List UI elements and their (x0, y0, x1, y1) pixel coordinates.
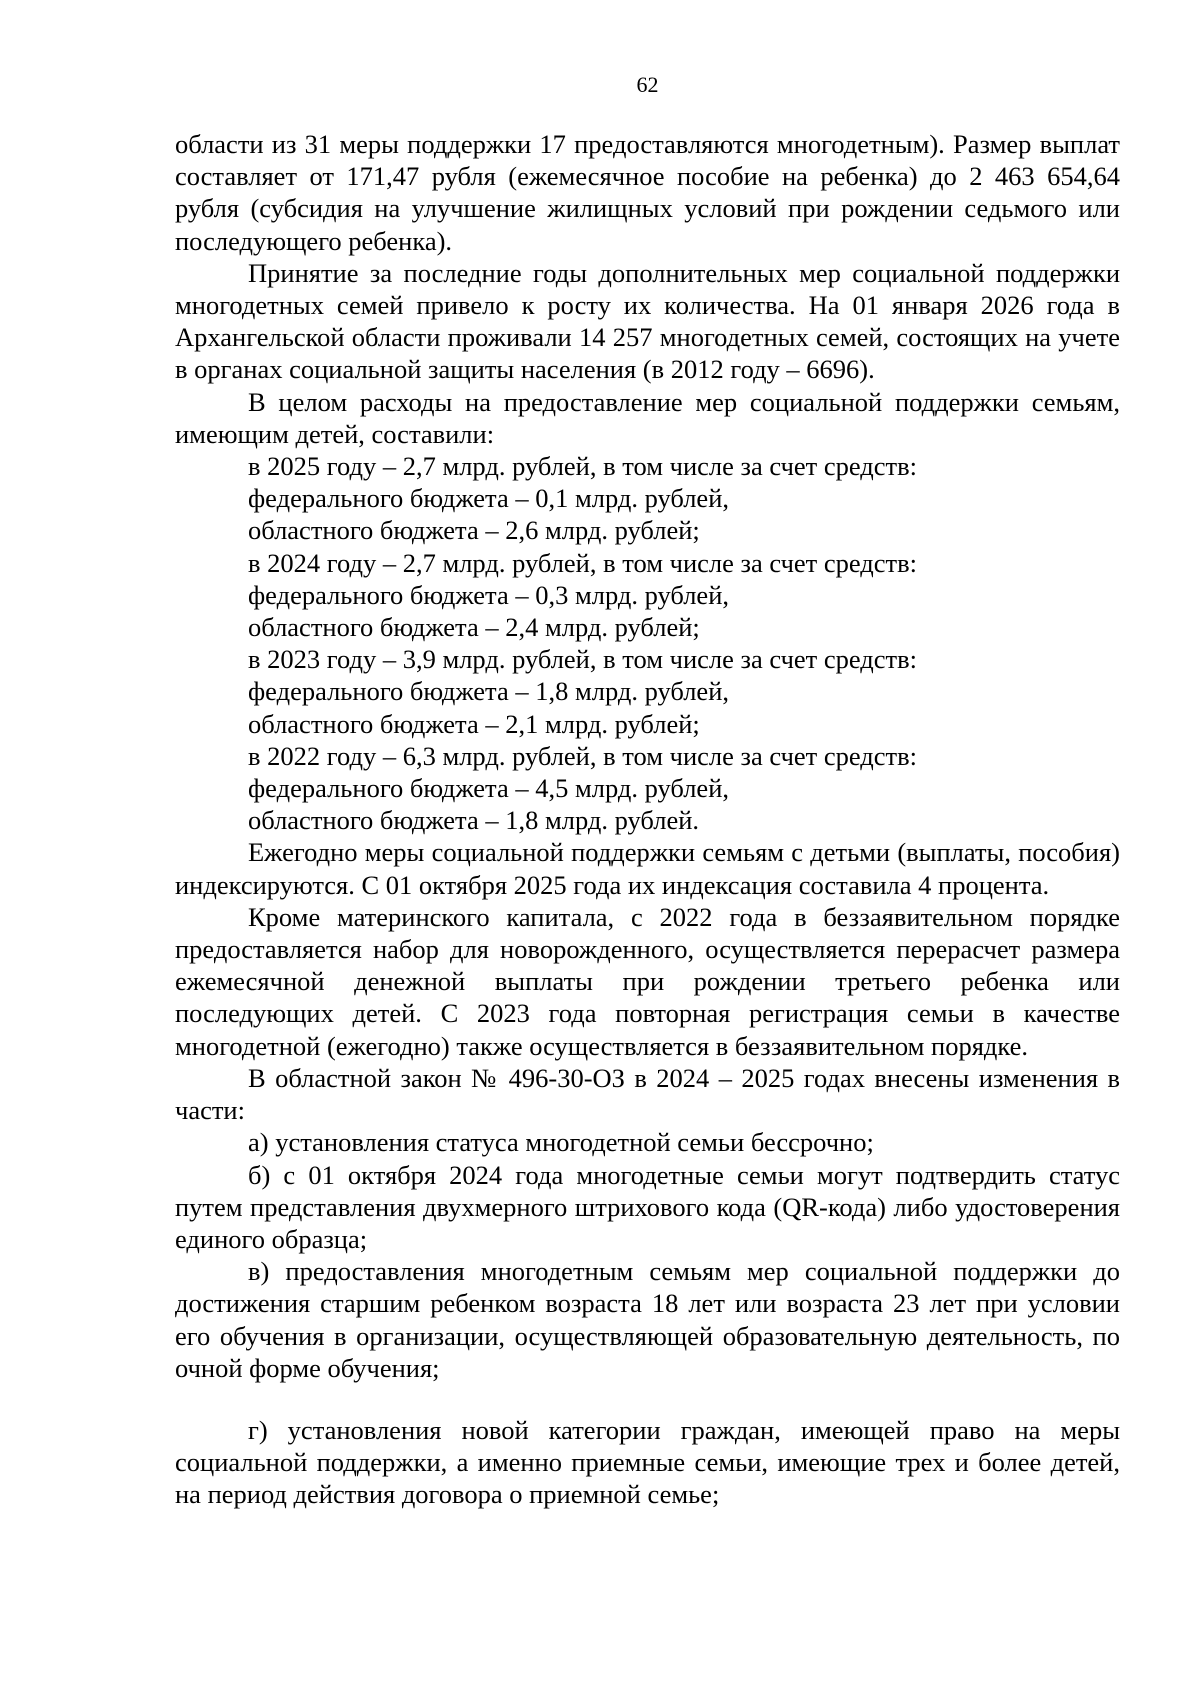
expenses-line: областного бюджета – 2,4 млрд. рублей; (248, 612, 700, 643)
expenses-line: областного бюджета – 1,8 млрд. рублей. (248, 805, 700, 836)
paragraph-large-families-growth: Принятие за последние годы дополнительных мер социальной поддержки многодетных семей привело к росту их количества. На 01 января 2026 года в Архангельской области проживали 14 257 многодетных семей, состоящих на учете в органах социальной защиты населения (в 2012 году – 6696). (175, 257, 1120, 385)
document-page (175, 0, 1120, 1697)
page-number: 62 (636, 72, 659, 97)
expenses-line: в 2024 году – 2,7 млрд. рублей, в том числе за счет средств: (248, 547, 918, 578)
expenses-line: в 2025 году – 2,7 млрд. рублей, в том числе за счет средств: (248, 451, 918, 482)
paragraph-maternity-capital: Кроме материнского капитала, с 2022 года в беззаявительном порядке предоставляется набор для новорожденного, осуществляется перерасчет размера ежемесячной денежной выплаты при рождении третьего ребенка или последующих детей. С 2023 года повторная регистрация семьи в качестве многодетной (ежегодно) также осуществляется в беззаявительном порядке. (175, 901, 1120, 1061)
expenses-line: областного бюджета – 2,6 млрд. рублей; (248, 515, 700, 546)
paragraph-law-changes: В областной закон № 496-30-ОЗ в 2024 – 2025 годах внесены изменения в части: (175, 1062, 1120, 1126)
list-item-g: г) установления новой категории граждан, имеющей право на меры социальной поддержки, а именно приемные семьи, имеющие трех и более детей, на период действия договора о приемной семье; (175, 1414, 1120, 1510)
expenses-line: федерального бюджета – 1,8 млрд. рублей, (248, 676, 729, 707)
expenses-line: федерального бюджета – 0,1 млрд. рублей, (248, 483, 729, 514)
expenses-line: в 2023 году – 3,9 млрд. рублей, в том числе за счет средств: (248, 644, 918, 675)
list-item-b: б) с 01 октября 2024 года многодетные семьи могут подтвердить статус путем представления двухмерного штрихового кода (QR-кода) либо удостоверения единого образца; (175, 1159, 1120, 1254)
expenses-line: федерального бюджета – 0,3 млрд. рублей, (248, 579, 729, 610)
expenses-list (175, 450, 1120, 836)
blank-gap (175, 1384, 1120, 1414)
expenses-line: федерального бюджета – 4,5 млрд. рублей, (248, 773, 729, 804)
paragraph-continuation: области из 31 меры поддержки 17 предоставляются многодетным). Размер выплат составляет от 171,47 рубля (ежемесячное пособие на ребенка) до 2 463 654,64 рубля (субсидия на улучшение жилищных условий при рождении седьмого или последующего ребенка). (175, 129, 1120, 256)
list-item-a: а) установления статуса многодетной семьи бессрочно; (248, 1127, 874, 1158)
list-item-v: в) предоставления многодетным семьям мер социальной поддержки до достижения старшим ребенком возраста 18 лет или возраста 23 лет при условии его обучения в организации, осуществляющей образовательную деятельность, по очной форме обучения; (175, 1256, 1120, 1383)
paragraph-indexation: Ежегодно меры социальной поддержки семьям с детьми (выплаты, пособия) индексируются. С 01 октября 2025 года их индексация составила 4 процента. (175, 837, 1120, 900)
expenses-line: в 2022 году – 6,3 млрд. рублей, в том числе за счет средств: (248, 740, 918, 771)
expenses-line: областного бюджета – 2,1 млрд. рублей; (248, 708, 700, 739)
document-body (175, 128, 1120, 1511)
paragraph-expenses-intro: В целом расходы на предоставление мер социальной поддержки семьям, имеющим детей, составили: (175, 386, 1120, 449)
